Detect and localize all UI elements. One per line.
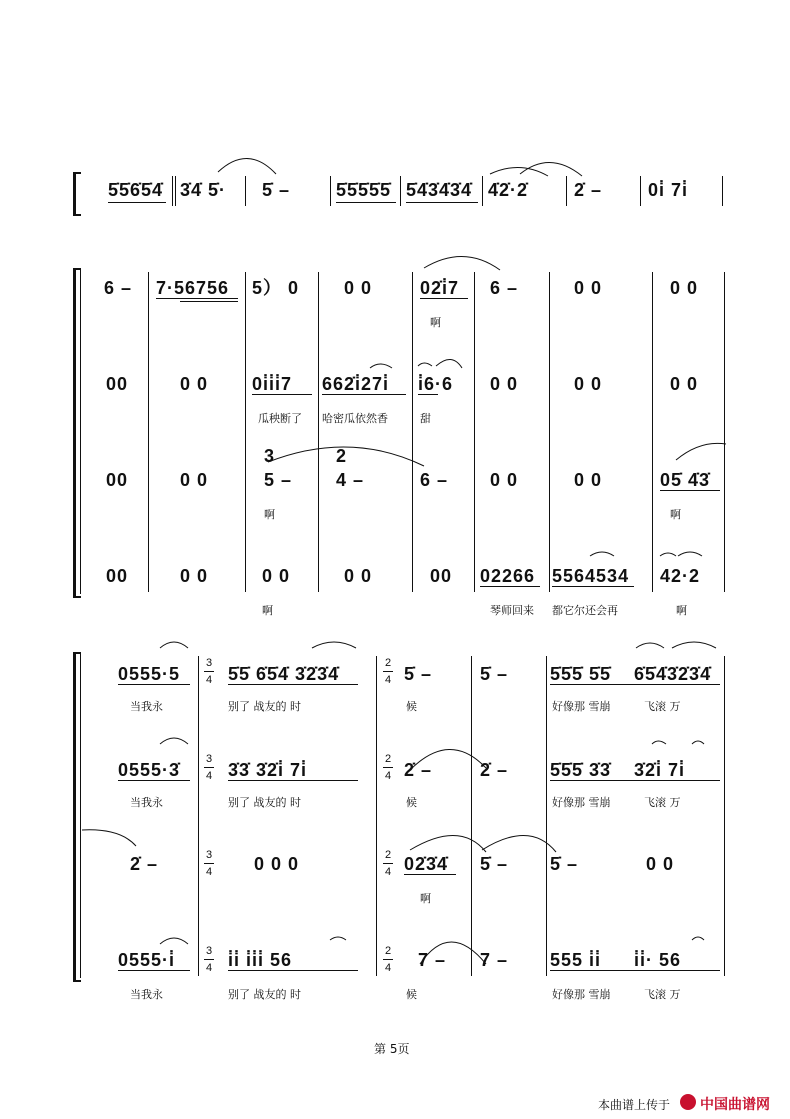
slur — [160, 642, 188, 648]
measure: 2̇ – — [404, 760, 433, 780]
lyric: 候 — [406, 988, 417, 1001]
time-signature-bottom: 4 — [205, 962, 213, 974]
measure: 0 0 — [646, 854, 675, 874]
measure: 5̇ – — [404, 664, 433, 684]
measure: i̇6·6 — [418, 374, 454, 394]
measure: 0 0 — [574, 470, 603, 490]
upper-note: 3 — [264, 446, 276, 466]
measure: i̇i̇ i̇i̇i̇ 56 — [228, 950, 293, 970]
measure: 5̇5̇6̇5̇4̇ — [108, 180, 164, 200]
measure: 6̇5̇4̇3̇2̇3̇4̇ — [634, 664, 712, 684]
measure: 0555·i̇ — [118, 950, 176, 970]
measure: 00 — [106, 374, 129, 394]
slur — [652, 741, 666, 744]
measure: i̇i̇· 56 — [634, 950, 682, 970]
measure: 7 – — [480, 950, 509, 970]
slur — [370, 364, 392, 368]
measure: 2̇ – — [480, 760, 509, 780]
measure: 0 0 — [180, 470, 209, 490]
time-signature-top: 2 — [384, 657, 392, 669]
measure: 5̇5̇5̇ 5̇5̇ — [550, 664, 612, 684]
time-signature-top: 2 — [384, 849, 392, 861]
lyric: 好像那 雪崩 — [552, 988, 611, 1001]
measure: 0i̇ 7i̇ — [648, 180, 689, 200]
time-signature-top: 3 — [205, 753, 213, 765]
time-signature-top: 3 — [205, 657, 213, 669]
lyric: 哈密瓜依然香 — [322, 412, 388, 425]
time-signature-top: 2 — [384, 945, 392, 957]
slur — [672, 642, 716, 648]
time-signature-bottom: 4 — [384, 770, 392, 782]
lyric: 飞滚 万 — [644, 796, 681, 809]
measure: 6 – — [420, 470, 449, 490]
measure: 5̇5̇5̇ 3̇3̇ — [550, 760, 612, 780]
time-signature-bottom: 4 — [205, 674, 213, 686]
slur — [410, 835, 486, 852]
slur — [636, 643, 664, 648]
time-signature-top: 3 — [205, 945, 213, 957]
time-signature-bottom: 4 — [384, 962, 392, 974]
lyric: 好像那 雪崩 — [552, 796, 611, 809]
lyric: 好像那 雪崩 — [552, 700, 611, 713]
slur — [692, 937, 704, 940]
time-signature-top: 3 — [205, 849, 213, 861]
measure: 0 0 — [574, 278, 603, 298]
measure: 0i̇i̇i̇7 — [252, 374, 293, 394]
time-signature-top: 2 — [384, 753, 392, 765]
measure: 0 0 — [180, 374, 209, 394]
lyric: 啊 — [676, 604, 687, 617]
measure: 0 0 — [262, 566, 291, 586]
measure: 0 0 — [574, 374, 603, 394]
slur — [692, 741, 704, 744]
lyric: 别了 战友的 时 — [228, 988, 301, 1001]
measure: 00 — [106, 566, 129, 586]
slur — [482, 835, 556, 852]
slur — [420, 942, 486, 964]
measure: 2̇ – — [574, 180, 603, 200]
lyric: 瓜秧断了 — [258, 412, 302, 425]
slur — [424, 256, 500, 270]
slur — [660, 553, 676, 556]
lyric: 琴师回来 — [490, 604, 534, 617]
slur — [436, 359, 462, 368]
lyric: 当我永 — [130, 796, 163, 809]
measure: 0 0 — [670, 374, 699, 394]
lyric: 候 — [406, 700, 417, 713]
measure: 0 0 0 — [254, 854, 300, 874]
measure: 5） 0 — [252, 278, 300, 298]
measure: 0 0 — [344, 566, 373, 586]
measure: 5̇ – — [480, 664, 509, 684]
measure: 7 – — [418, 950, 447, 970]
measure: 6 – — [490, 278, 519, 298]
slur — [160, 938, 188, 944]
measure: 3̇3̇ 3̇2̇i̇ 7i̇ — [228, 760, 308, 780]
site-logo-icon — [680, 1094, 696, 1110]
slur — [410, 749, 486, 770]
measure: 05̇ 4̇3̇ — [660, 470, 711, 490]
measure: 00 — [106, 470, 129, 490]
measure: 0 0 — [490, 374, 519, 394]
measure: 4 – — [336, 470, 365, 490]
time-signature-bottom: 4 — [205, 866, 213, 878]
measure: 5̇ – — [262, 180, 291, 200]
measure: 5̇ – — [480, 854, 509, 874]
lyric: 啊 — [262, 604, 273, 617]
measure: 0 0 — [490, 470, 519, 490]
measure: 0 0 — [670, 278, 699, 298]
slur — [268, 447, 424, 466]
measure: 5̇5̇5̇5̇5̇ — [336, 180, 392, 200]
slur — [590, 552, 614, 556]
slur — [312, 642, 356, 648]
lyric: 别了 战友的 时 — [228, 700, 301, 713]
slur — [520, 162, 582, 176]
slur — [160, 738, 188, 744]
measure: 5̇4̇3̇4̇3̇4̇ — [406, 180, 473, 200]
measure: 00 — [430, 566, 453, 586]
lyric: 都它尔还会再 — [552, 604, 618, 617]
measure: 42·2 — [660, 566, 701, 586]
upload-note: 本曲谱上传于 — [598, 1098, 671, 1112]
slur — [82, 830, 136, 846]
slur — [418, 363, 432, 366]
measure: 6 – — [104, 278, 133, 298]
measure: 0 0 — [344, 278, 373, 298]
lyric: 啊 — [670, 508, 681, 521]
lyric: 当我永 — [130, 988, 163, 1001]
measure: 02̇3̇4̇ — [404, 854, 449, 874]
measure: 7·56756 — [156, 278, 230, 298]
time-signature-bottom: 4 — [384, 674, 392, 686]
measure: 5 – — [264, 470, 293, 490]
measure: 5̇5̇ 6̇5̇4̇ 3̇2̇3̇4̇ — [228, 664, 340, 684]
site-name: 中国曲谱网 — [700, 1097, 770, 1113]
lyric: 别了 战友的 时 — [228, 796, 301, 809]
slur — [678, 552, 702, 556]
measure: 02266 — [480, 566, 536, 586]
lyric: 啊 — [430, 316, 441, 329]
measure: 0 0 — [180, 566, 209, 586]
measure: 4̇2̇·2̇ — [488, 180, 529, 200]
lyric: 飞滚 万 — [644, 988, 681, 1001]
upper-note: 2 — [336, 446, 348, 466]
page-number: 第 5页 — [374, 1042, 410, 1056]
measure: 5564534 — [552, 566, 630, 586]
lyric: 啊 — [264, 508, 275, 521]
slur — [330, 937, 346, 940]
slur — [218, 158, 276, 174]
measure: 0555·3̇ — [118, 760, 181, 780]
measure: 5̇ – — [550, 854, 579, 874]
measure: 0555·5 — [118, 664, 181, 684]
lyric: 啊 — [420, 892, 431, 905]
measure: 2̇ – — [130, 854, 159, 874]
measure: 555 i̇i̇ — [550, 950, 602, 970]
measure: 662̇i̇27i̇ — [322, 374, 390, 394]
lyric: 甜 — [420, 412, 431, 425]
measure: 3̇2̇i̇ 7i̇ — [634, 760, 686, 780]
measure: 02̇i̇7 — [420, 278, 460, 298]
lyric: 候 — [406, 796, 417, 809]
lyric: 飞滚 万 — [644, 700, 681, 713]
slur — [676, 443, 726, 460]
slur — [490, 167, 548, 176]
measure: 3̇4̇ 5̇· — [180, 180, 227, 200]
lyric: 当我永 — [130, 700, 163, 713]
time-signature-bottom: 4 — [205, 770, 213, 782]
time-signature-bottom: 4 — [384, 866, 392, 878]
